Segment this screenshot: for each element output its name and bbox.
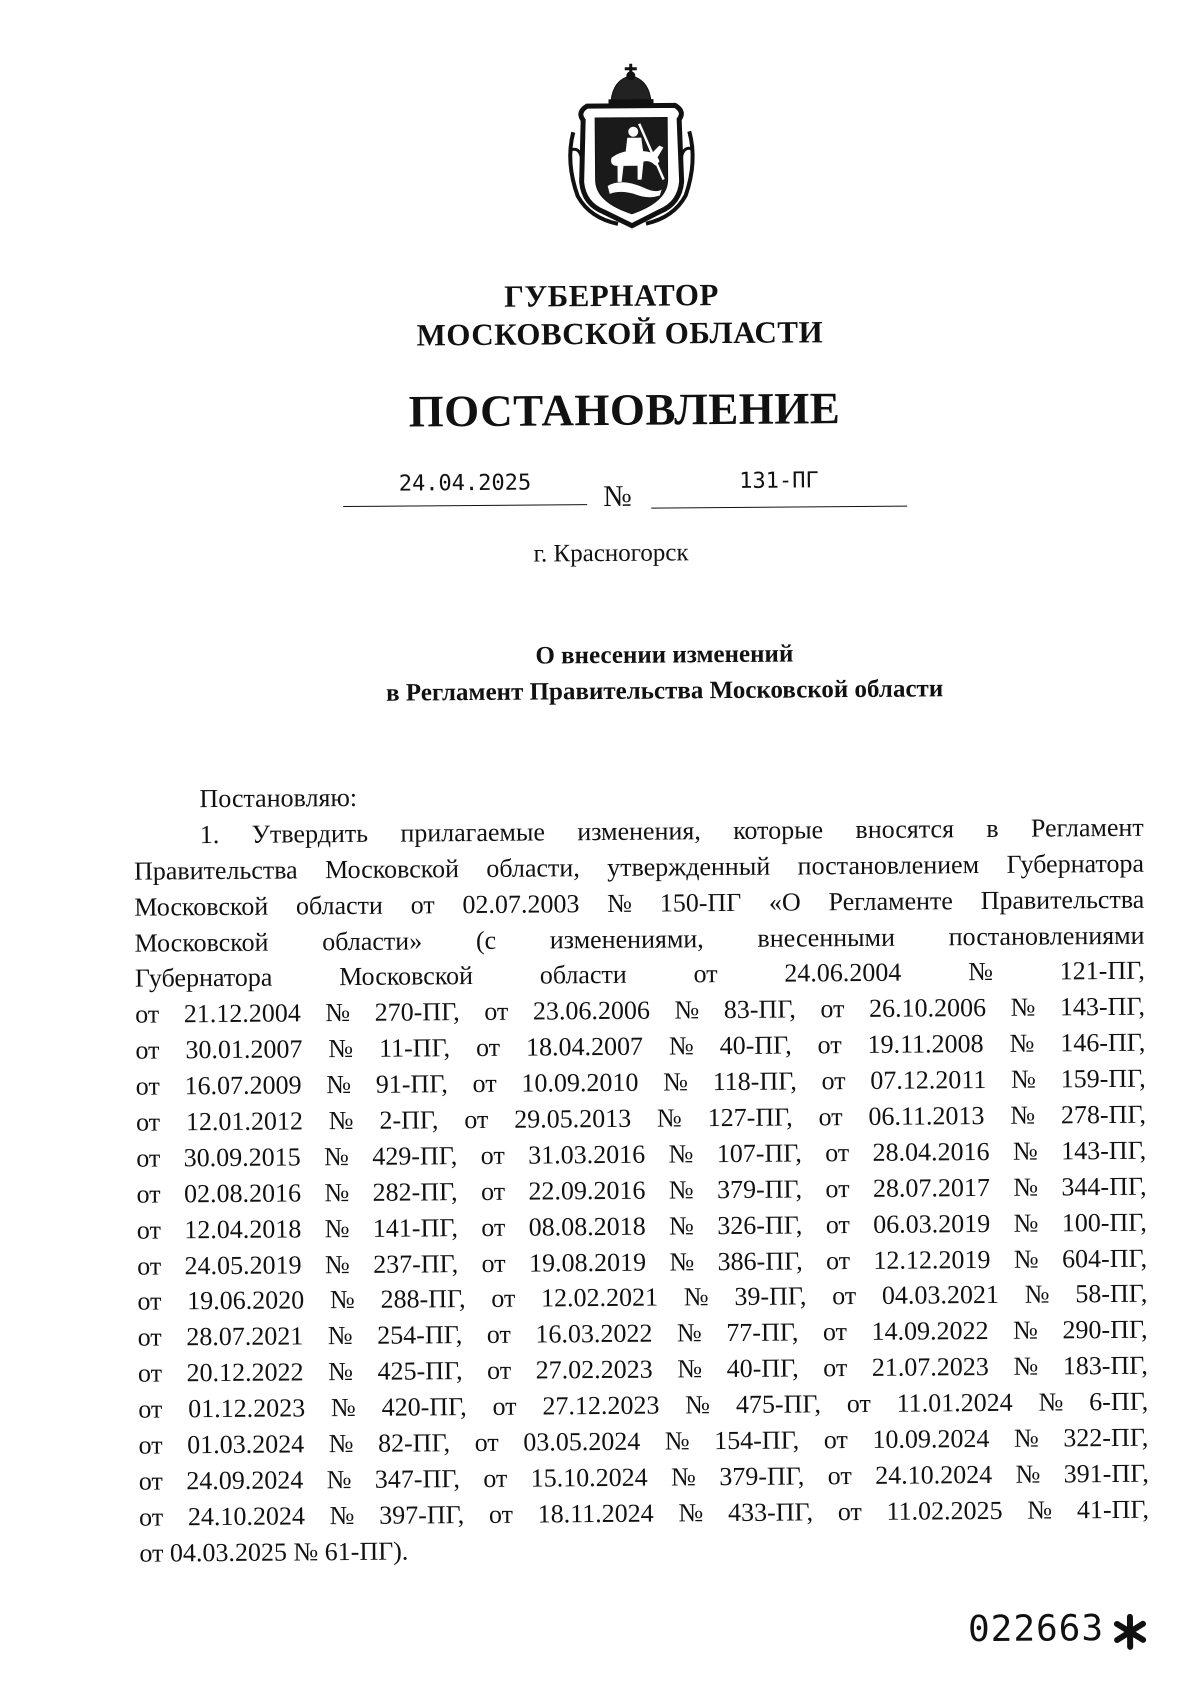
body-word: 08.08.2018 — [529, 1208, 646, 1245]
body-word: 02.07.2003 — [462, 886, 579, 923]
body-word: 01.12.2023 — [188, 1390, 305, 1427]
body-word: № — [328, 1318, 353, 1354]
authority-name-line-2: МОСКОВСКОЙ ОБЛАСТИ — [20, 311, 1200, 356]
body-word: № — [324, 1139, 349, 1175]
number-sign: № — [603, 480, 632, 514]
body-word: 04.03.2021 — [882, 1277, 999, 1314]
body-word: 27.12.2023 — [542, 1388, 659, 1425]
body-word: 604-ПГ, — [1062, 1240, 1147, 1277]
body-word: от — [481, 1174, 505, 1210]
body-word: № — [671, 1459, 696, 1495]
body-word: которые — [733, 812, 823, 849]
body-word: 322-ПГ, — [1063, 1420, 1148, 1457]
body-word: вносятся — [855, 811, 954, 848]
body-word: 141-ПГ, — [373, 1210, 458, 1247]
body-word: 12.01.2012 — [186, 1103, 303, 1140]
body-word: 143-ПГ, — [1060, 989, 1145, 1026]
body-word: № — [607, 885, 632, 921]
body-word: от — [476, 1030, 500, 1066]
body-word: 12.12.2019 — [873, 1242, 990, 1279]
body-word: № — [1038, 1385, 1063, 1421]
body-word: 429-ПГ, — [372, 1138, 457, 1175]
body-word: от — [137, 1248, 161, 1284]
body-word: 420-ПГ, — [381, 1389, 466, 1426]
body-word: постановлениями — [949, 917, 1145, 954]
document-number: 131-ПГ — [651, 468, 907, 495]
city-of-issue: г. Красногорск — [533, 539, 688, 568]
body-word: 02.08.2016 — [184, 1175, 301, 1212]
body-word: утвержденный — [607, 848, 770, 885]
body-word: 278-ПГ, — [1061, 1097, 1146, 1134]
number-underline — [651, 506, 907, 509]
body-word: 22.09.2016 — [528, 1172, 645, 1209]
body-word: № — [668, 1136, 693, 1172]
body-word: от — [135, 1033, 159, 1069]
body-word: 24.09.2024 — [186, 1462, 303, 1499]
body-word: № — [325, 1247, 350, 1283]
body-word: 290-ПГ, — [1062, 1312, 1147, 1349]
body-word: 14.09.2022 — [871, 1313, 988, 1350]
body-word: № — [1011, 1062, 1036, 1098]
document-type-title: ПОСТАНОВЛЕНИЕ — [24, 379, 1200, 440]
body-word: 118-ПГ, — [713, 1064, 797, 1101]
body-word: № — [968, 954, 993, 990]
body-word: Московской — [134, 888, 268, 925]
body-word: от — [838, 1494, 862, 1530]
body-word: 146-ПГ, — [1060, 1025, 1145, 1062]
body-word: Московской — [134, 924, 268, 961]
body-word: 21.07.2023 — [872, 1349, 989, 1386]
body-word: 154-ПГ, — [714, 1423, 799, 1460]
body-word: от — [832, 1278, 856, 1314]
body-word: 121-ПГ, — [1060, 953, 1145, 990]
body-word: № — [663, 1064, 688, 1100]
body-word: № — [1013, 1169, 1038, 1205]
body-word: 40-ПГ, — [720, 1028, 792, 1064]
body-word: 28.07.2017 — [873, 1170, 990, 1207]
body-word: 16.07.2009 — [184, 1068, 301, 1105]
body-word: 07.12.2011 — [870, 1062, 986, 1099]
body-word: от — [481, 1138, 505, 1174]
body-word: № — [330, 1282, 355, 1318]
body-word: 344-ПГ, — [1061, 1169, 1146, 1206]
body-word: области» — [322, 923, 422, 960]
body-word: от — [136, 1176, 160, 1212]
body-word: 30.01.2007 — [185, 1032, 302, 1069]
body-word: № — [1013, 1205, 1038, 1241]
body-word: от — [491, 1281, 515, 1317]
body-word: от — [475, 1425, 499, 1461]
body-word: № — [669, 1208, 694, 1244]
body-word: № — [1010, 1098, 1035, 1134]
document-requisites — [3, 465, 1200, 524]
body-word: постановлением — [797, 847, 979, 884]
body-word: № — [325, 995, 350, 1031]
body-word: от — [825, 1171, 849, 1207]
body-word: 326-ПГ, — [717, 1207, 802, 1244]
body-word: № — [1013, 1313, 1038, 1349]
body-word: 270-ПГ, — [375, 994, 460, 1031]
body-word: № — [1025, 1277, 1050, 1313]
body-word: от — [139, 1499, 163, 1535]
body-word: 288-ПГ, — [380, 1282, 465, 1319]
body-word: от — [135, 997, 159, 1033]
body-word: 82-ПГ, — [378, 1425, 450, 1461]
body-word: № — [678, 1495, 703, 1531]
body-word: (с — [476, 922, 496, 958]
body-word: № — [657, 1100, 682, 1136]
body-word: № — [674, 993, 699, 1029]
body-word: 06.11.2013 — [868, 1098, 984, 1135]
body-word: 40-ПГ, — [727, 1351, 799, 1387]
body-word: № — [328, 1354, 353, 1390]
body-word: № — [327, 1462, 352, 1498]
date-underline — [343, 504, 587, 507]
body-word: 77-ПГ, — [726, 1315, 798, 1351]
body-word: № — [1009, 1026, 1034, 1062]
body-word: № — [677, 1351, 702, 1387]
body-word: № — [1027, 1492, 1052, 1528]
body-word: внесенными — [757, 919, 895, 956]
body-word: 11-ПГ, — [379, 1030, 450, 1066]
body-word: от — [828, 1458, 852, 1494]
body-word: 24.06.2004 — [784, 955, 901, 992]
body-word: № — [1014, 1241, 1039, 1277]
body-word: 23.06.2006 — [533, 993, 650, 1030]
body-word: от — [138, 1356, 162, 1392]
body-word: 10.09.2010 — [521, 1065, 638, 1102]
body-word: № — [325, 1211, 350, 1247]
body-word: от — [138, 1392, 162, 1428]
body-word: № — [1014, 1421, 1039, 1457]
body-word: 379-ПГ, — [717, 1171, 802, 1208]
body-word: Утвердить — [251, 816, 368, 853]
body-word: Московской — [339, 958, 473, 995]
subject-line-2: в Регламент Правительства Московской области — [65, 673, 1200, 710]
body-word: от — [826, 1207, 850, 1243]
body-word: 19.08.2019 — [529, 1244, 646, 1281]
body-word: 12.02.2021 — [541, 1280, 658, 1317]
body-word: от — [481, 1245, 505, 1281]
body-word: № — [665, 1423, 690, 1459]
body-word: 01.03.2024 — [187, 1426, 304, 1463]
body-word: 16.03.2022 — [535, 1316, 652, 1353]
body-word: 11.01.2024 — [897, 1385, 1013, 1422]
body-word: от — [820, 991, 844, 1027]
body-word: 21.12.2004 — [184, 996, 301, 1033]
body-word: Московской — [325, 851, 459, 888]
document-date: 24.04.2025 — [343, 470, 587, 497]
form-serial-number: 022663 — [968, 1608, 1104, 1650]
body-opening: Постановляю: — [133, 774, 1143, 818]
subject-line-1: О внесении изменений — [64, 637, 1200, 674]
body-word: 18.11.2024 — [538, 1495, 654, 1532]
body-word: № — [1015, 1457, 1040, 1493]
body-word: 29.05.2013 — [514, 1101, 631, 1138]
body-word: 11.02.2025 — [886, 1493, 1002, 1530]
body-word: 100-ПГ, — [1062, 1204, 1147, 1241]
body-line-last: от 04.03.2025 № 61-ПГ). — [139, 1527, 1149, 1571]
body-word: № — [669, 1029, 694, 1065]
body-word: № — [1013, 1134, 1038, 1170]
body-word: 28.04.2016 — [872, 1134, 989, 1171]
body-word: 2-ПГ, — [379, 1102, 438, 1138]
body-word: от — [136, 1140, 160, 1176]
body-word: от — [483, 1461, 507, 1497]
body-word: 397-ПГ, — [379, 1497, 464, 1534]
body-word: области, — [486, 850, 580, 887]
body-word: от — [489, 1497, 513, 1533]
body-word: от — [817, 1027, 841, 1063]
body-text — [133, 774, 1149, 1572]
body-word: области — [540, 957, 627, 994]
body-word: 41-ПГ, — [1077, 1492, 1149, 1528]
body-word: № — [1010, 990, 1035, 1026]
body-word: № — [1013, 1349, 1038, 1385]
body-word: № — [329, 1103, 354, 1139]
body-word: № — [329, 1498, 354, 1534]
body-word: от — [693, 957, 717, 993]
body-word: от — [139, 1463, 163, 1499]
body-word: 10.09.2024 — [872, 1421, 989, 1458]
body-word: 475-ПГ, — [736, 1386, 821, 1423]
body-word: от — [818, 1099, 842, 1135]
body-word: 183-ПГ, — [1063, 1348, 1148, 1385]
body-word: 15.10.2024 — [531, 1460, 648, 1497]
body-word: 433-ПГ, — [728, 1494, 813, 1531]
body-word: 26.10.2006 — [869, 990, 986, 1027]
body-word: 27.02.2023 — [536, 1352, 653, 1389]
body-word: от — [826, 1243, 850, 1279]
body-word: № — [324, 1175, 349, 1211]
body-word: 237-ПГ, — [373, 1246, 458, 1283]
body-word: 19.06.2020 — [187, 1283, 304, 1320]
body-word: 107-ПГ, — [717, 1135, 802, 1172]
body-word: от — [821, 1063, 845, 1099]
body-word: изменения, — [577, 813, 701, 850]
body-word: от — [136, 1105, 160, 1141]
body-word: 03.05.2024 — [523, 1424, 640, 1461]
body-word: 24.10.2024 — [875, 1457, 992, 1494]
authority-name-line-1: ГУБЕРНАТОР — [11, 273, 1200, 318]
body-word: от — [137, 1212, 161, 1248]
body-word: Губернатора — [135, 960, 273, 997]
coat-of-arms-icon — [563, 61, 700, 230]
body-word: 24.10.2024 — [188, 1498, 305, 1535]
body-word: от — [472, 1066, 496, 1102]
body-word: 19.11.2008 — [867, 1026, 983, 1063]
body-word: 6-ПГ, — [1089, 1384, 1148, 1420]
body-word: 39-ПГ, — [734, 1279, 806, 1315]
body-word: от — [823, 1350, 847, 1386]
body-word: от — [138, 1428, 162, 1464]
body-word: от — [464, 1102, 488, 1138]
body-word: Регламенте — [828, 883, 953, 920]
body-word: № — [684, 1280, 709, 1316]
body-word: 91-ПГ, — [376, 1066, 448, 1102]
body-word: 282-ПГ, — [372, 1174, 457, 1211]
body-word: изменениями, — [550, 921, 704, 958]
body-word: области — [296, 887, 383, 924]
body-word: от — [138, 1320, 162, 1356]
body-word: 391-ПГ, — [1064, 1456, 1149, 1493]
body-word: 06.03.2019 — [873, 1206, 990, 1243]
body-word: 18.04.2007 — [526, 1029, 643, 1066]
body-word: № — [328, 1031, 353, 1067]
body-word: № — [677, 1316, 702, 1352]
body-word: «О — [769, 884, 801, 920]
body-word: Регламент — [1031, 810, 1144, 847]
body-word: от — [481, 1209, 505, 1245]
body-word: № — [669, 1172, 694, 1208]
body-word: № — [669, 1244, 694, 1280]
body-word: 28.07.2021 — [186, 1319, 303, 1356]
body-word: Губернатора — [1006, 846, 1144, 883]
body-word: 379-ПГ, — [719, 1458, 804, 1495]
asterisk-icon — [1110, 1612, 1150, 1652]
body-word: от — [847, 1386, 871, 1422]
body-word: 386-ПГ, — [717, 1243, 802, 1280]
body-word: 143-ПГ, — [1061, 1133, 1146, 1170]
body-word: Правительства — [134, 852, 298, 889]
body-word: № — [685, 1387, 710, 1423]
body-word: от — [824, 1422, 848, 1458]
body-word: от — [825, 1135, 849, 1171]
body-word: № — [326, 1067, 351, 1103]
body-word: 159-ПГ, — [1061, 1061, 1146, 1098]
body-word: от — [487, 1353, 511, 1389]
body-word: 1. — [200, 817, 220, 853]
body-word: 127-ПГ, — [707, 1100, 792, 1137]
body-word: 58-ПГ, — [1075, 1276, 1147, 1312]
body-word: № — [331, 1390, 356, 1426]
body-word: 30.09.2015 — [184, 1139, 301, 1176]
body-word: от — [492, 1389, 516, 1425]
body-word: 12.04.2018 — [184, 1211, 301, 1248]
body-word: 83-ПГ, — [724, 992, 796, 1028]
body-word: № — [329, 1426, 354, 1462]
body-word: 150-ПГ — [660, 885, 742, 922]
body-word: 347-ПГ, — [375, 1461, 460, 1498]
body-word: от — [136, 1069, 160, 1105]
body-word: в — [986, 811, 999, 847]
body-word: от — [410, 887, 434, 923]
body-word: прилагаемые — [400, 814, 545, 851]
body-word: 254-ПГ, — [377, 1317, 462, 1354]
body-word: Правительства — [980, 881, 1144, 918]
body-word: 31.03.2016 — [528, 1137, 645, 1174]
body-word: от — [823, 1314, 847, 1350]
body-word: 24.05.2019 — [184, 1247, 301, 1284]
body-word: 20.12.2022 — [186, 1355, 303, 1392]
body-word: 425-ПГ, — [377, 1353, 462, 1390]
body-word: от — [487, 1317, 511, 1353]
body-word: от — [484, 994, 508, 1030]
body-word: от — [137, 1284, 161, 1320]
